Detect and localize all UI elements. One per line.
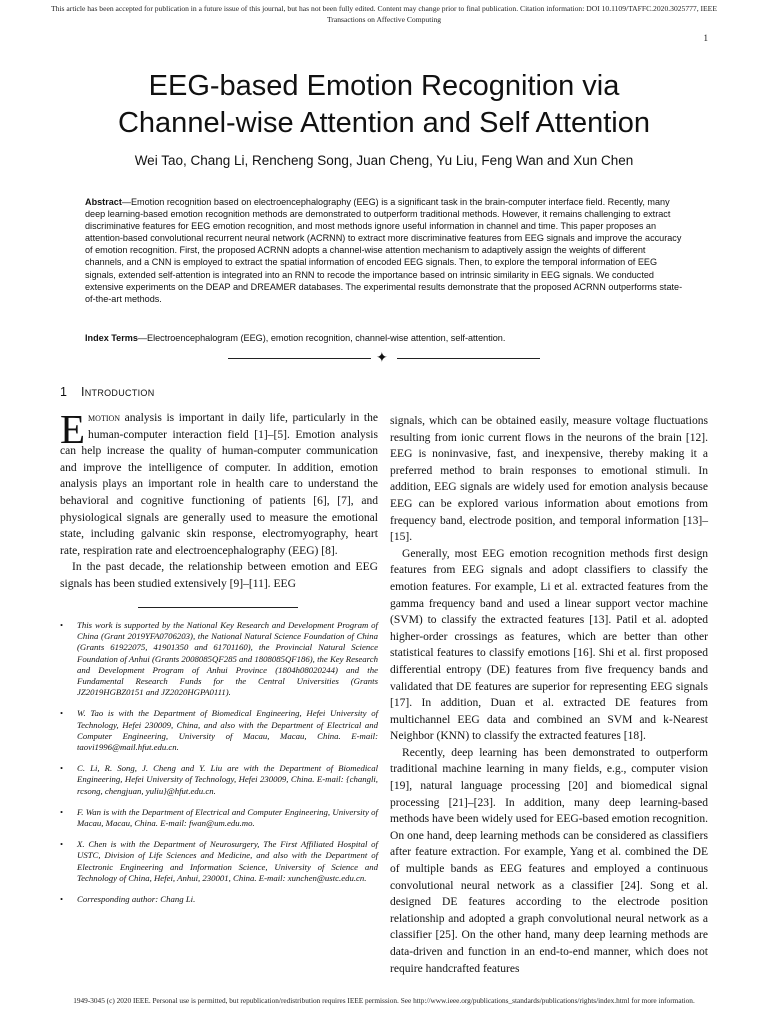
body-paragraph-1: signals, which can be obtained easily, measure voltage fluctuations resulting from ionic current flows in the neurons of the brain [12]. EEG is noninvasive, fast, and inexpensive, thereby making it a preferred method to brain responses to emotional stimuli. In addition, EEG signals are widely used for emotion analysis because EEG can be explored various information about emotions from frequency band, electrode position, and temporal information [13]–[15]. — [390, 415, 708, 544]
intro-paragraph-2: In the past decade, the relationship between emotion and EEG signals has been studied extensively [9]–[11]. EEG — [60, 561, 378, 590]
footnote-text: C. Li, R. Song, J. Cheng and Y. Liu are with the Department of Biomedical Engineering, Hefei University of Technology, Hefei 230009, China. E-mail: {changli, rcsong, chengjuan, yuliu}@hfut.edu.cn. — [77, 763, 378, 796]
abstract-label: Abstract — [85, 197, 122, 207]
footnote-corresponding — [60, 894, 378, 905]
footnote-rule — [138, 607, 298, 608]
footnotes — [60, 620, 378, 915]
author-list: Wei Tao, Chang Li, Rencheng Song, Juan Cheng, Yu Liu, Feng Wan and Xun Chen — [134, 153, 634, 168]
journal-name: Transactions on Affective Computing — [326, 15, 442, 24]
bullet-icon: • — [60, 894, 64, 905]
footnote-text: F. Wan is with the Department of Electrical and Computer Engineering, University of Macau, Macau, China. E-mail: fwan@um.edu.mo. — [77, 806, 378, 829]
bullet-icon: • — [60, 763, 64, 774]
footnote-funding — [60, 620, 378, 698]
intro-paragraph-1-text: analysis is important in daily life, particularly in the human-computer interaction field [1]–[5]. Emotion analysis can help increase the quality of human-computer communication and improve the intelligence of computer. In addition, emotion analysis plays an important role in health care to understand the behavioral and cognitive functioning of patients [6], [7], and physiological signals are generally used to measure the emotional state, including galvanic skin response, electromyography, heart rate, respiration rate and electroencephalography (EEG) [8]. — [60, 412, 378, 557]
copyright-notice: 1949-3045 (c) 2020 IEEE. Personal use is permitted, but republication/redistribution requires IEEE permission. See http://www.ieee.org/publications_standards/publications/rights/index.html for more information. — [73, 996, 695, 1005]
bullet-icon: • — [60, 708, 64, 719]
footnote-text: Corresponding author: Chang Li. — [77, 894, 196, 905]
divider-line-right — [397, 358, 540, 359]
section-title: Introduction — [80, 385, 155, 399]
footnote-affiliation-li — [60, 763, 378, 797]
drop-cap-continuation: motion — [88, 412, 121, 424]
intro-paragraph-1 — [60, 406, 378, 559]
footnote-text: This work is supported by the National Key Research and Development Program of China (Grant 2019YFA0706203), the National Natural Science Foundation of China (Grants 61922075, 41901350 and 61701160), the Provincial Natural Science Foundation of Anhui (Grants 2008085QF285 and 1808085QF186), the Key Research and Development Program of Anhui Province (1804h08020244) and the Fundamental Research Funds for the Central Universities (Grants JZ2019HGBZ0151 and JZ2020HGPA0111). — [77, 620, 378, 698]
index-terms — [85, 332, 683, 344]
body-paragraph-2: Generally, most EEG emotion recognition methods first design features from EEG signals and adopt classifiers to classify the emotion features. For example, Li et al. extracted features from the gamma frequency band and used a linear support vector machine (SVM) to classify the extracted features [13]. Patil et al. adopted higher-order crossings as features, which are better than other statistical features to classify emotions [16]. Shi et al. first proposed differential entropy (DE) features from five frequency bands and validated that DE features are superior for representing EEG signals [17]. In addition, Duan et al. extracted DE features from multichannel EEG data and combined an SVM and k-Nearest Neighbor (KNN) to classify the extracted features [18]. — [390, 547, 708, 743]
paper-title — [40, 68, 728, 142]
body-paragraph-3: Recently, deep learning has been demonstrated to outperform traditional machine learning in many fields, e.g., computer vision [19], natural language processing [20] and biomedical signal processing [21]–[23]. In addition, many deep learning-based methods have been widely used for EEG-based emotion recognition. On one hand, deep learning methods can be considered as classifiers after feature extraction. For example, Yang et al. combined the DE of multiple bands as EEG features and employed a continuous convolutional neural network as a classifier [24]. Song et al. designed DE features according to the electrode position relationship and adopted a graph convolutional neural network as a classifier [25]. On the other hand, many deep learning methods are data-driven and function in an end-to-end manner, which does not require handcrafted features — [390, 746, 708, 975]
footnote-affiliation-chen — [60, 839, 378, 884]
bullet-icon: • — [60, 620, 64, 630]
title-line-1: EEG-based Emotion Recognition via — [148, 70, 620, 102]
footnote-text: W. Tao is with the Department of Biomedical Engineering, Hefei University of Technology, Hefei 230009, China, and also with the Department of Electrical and Computer Engineering, University of Macau, Macau, China. E-mail: taovi1996@mail.hfut.edu.cn. — [77, 708, 378, 753]
footnote-text: X. Chen is with the Department of Neurosurgery, The First Affiliated Hospital of USTC, Division of Life Sciences and Medicine, and also with the Department of Electronic Engineering and Information Science, University of Science and Technology of China, Hefei, Anhui, 230001, China. E-mail: xunchen@ustc.edu.cn. — [77, 839, 378, 883]
publication-notice: This article has been accepted for publication in a future issue of this journal, but has not been fully edited. Content may change prior to final publication. Citation information: DOI 10.1109/TAFFC.2020.3025777, IEEE — [51, 4, 717, 13]
footnote-affiliation-tao — [60, 708, 378, 753]
divider-ornament-icon: ✦ — [376, 350, 388, 366]
abstract-text: —Emotion recognition based on electroencephalography (EEG) is a significant task in the brain-computer interface field. Recently, many deep learning-based emotion recognition methods are demonstrated to outperform traditional methods. However, it remains challenging to extract discriminative features for EEG emotion recognition, and most methods ignore useful information in channel and time. This paper proposes an attention-based convolutional recurrent neural network (ACRNN) to extract more discriminative features from EEG signals and improve the accuracy of emotion recognition. First, the proposed ACRNN adopts a channel-wise attention mechanism to adaptively assign the weights of different channels, and a CNN is employed to extract the spatial information of encoded EEG signals. Then, to explore the temporal information of EEG signals, extended self-attention is integrated into an RNN to recode the importance based on intrinsic similarity in EEG signals. We conducted extensive experiments on the DEAP and DREAMER databases. The experimental results demonstrate that the proposed ACRNN outperforms state-of-the-art methods. — [85, 197, 683, 304]
abstract — [85, 196, 683, 305]
drop-cap: E — [60, 406, 86, 452]
bullet-icon: • — [60, 839, 64, 850]
left-column — [60, 406, 378, 593]
page-number: 1 — [703, 33, 708, 43]
index-terms-label: Index Terms — [85, 333, 138, 343]
bullet-icon: • — [60, 806, 64, 817]
title-line-2: Channel-wise Attention and Self Attention — [117, 107, 651, 139]
index-terms-text: —Electroencephalogram (EEG), emotion recognition, channel-wise attention, self-attention. — [137, 333, 506, 343]
divider-line-left — [228, 358, 371, 359]
section-heading — [60, 385, 155, 399]
section-number: 1 — [60, 385, 67, 399]
footnote-affiliation-wan — [60, 807, 378, 829]
right-column — [390, 413, 708, 977]
